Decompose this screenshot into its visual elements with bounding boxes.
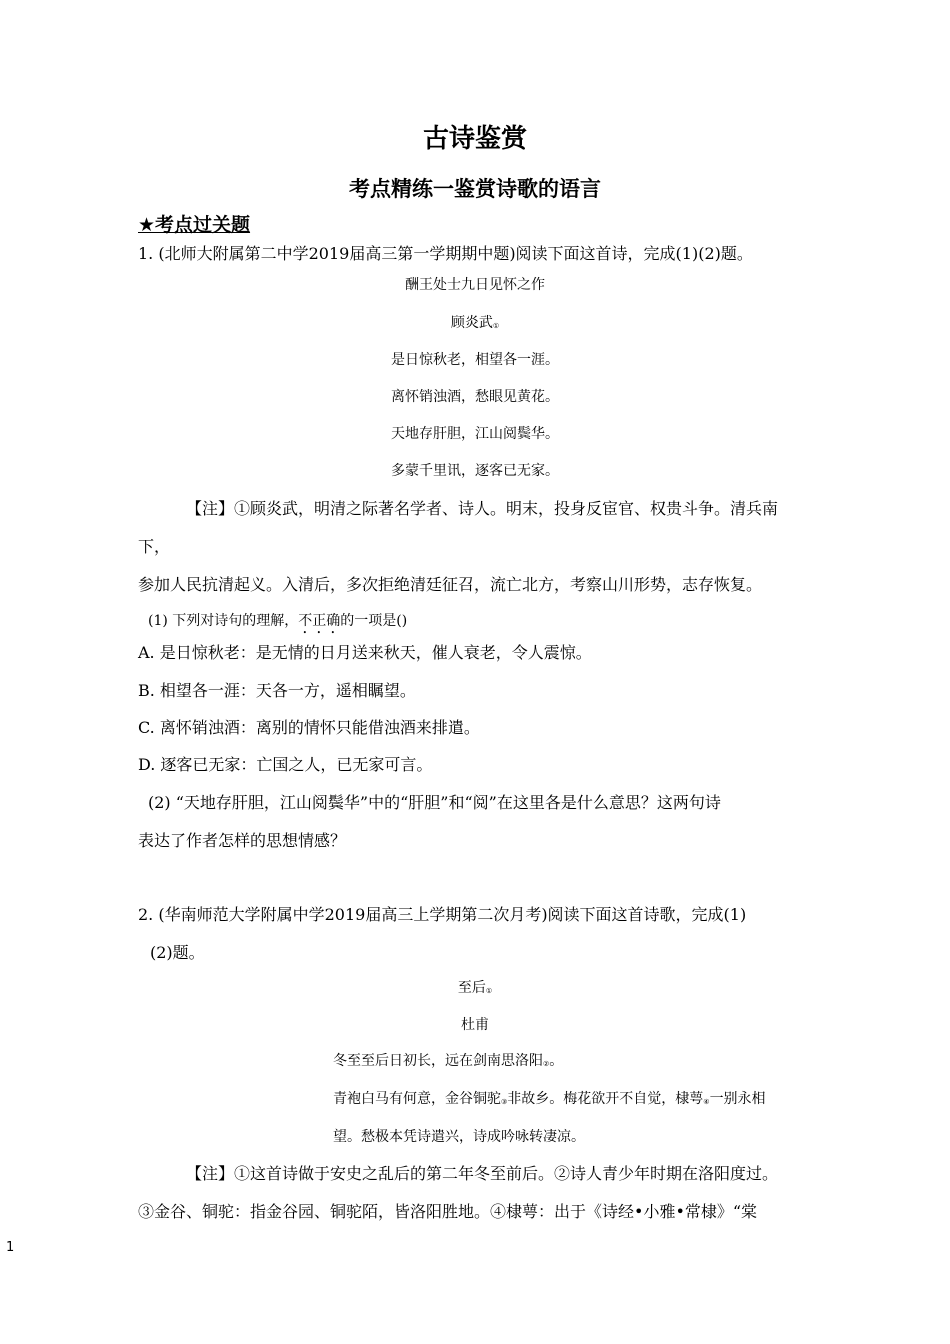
q2-intro-line-2: (2)题。 [150,943,205,962]
page-title: 古诗鉴赏 [422,124,527,154]
q1-intro: 1. (北师大附属第二中学2019届高三第一学期期中题)阅读下面这首诗，完成(1)(2)题。 [138,244,753,263]
q1-poem-line-2: 离怀销浊酒，愁眼见黄花。 [391,389,559,405]
q1-poem-line-1: 是日惊秋老，相望各一涯。 [391,352,559,368]
q1-poem-author: 顾炎武$_①$ [450,315,500,331]
q2-poem-author: 杜甫 [461,1017,489,1033]
q1-note-line-1: 【注】①顾炎武，明清之际著名学者、诗人。明末，投身反宦官、权贵斗争。清兵南 [186,499,779,518]
q2-poem-line-3: 望。愁极本凭诗遣兴，诗成吟咏转凄凉。 [333,1129,585,1145]
q1-poem-title: 酬王处士九日见怀之作 [405,277,545,293]
q1-option-a: A. 是日惊秋老：是无情的日月送来秋天，催人衰老，令人震惊。 [138,643,592,662]
section-heading: ★考点过关题 [138,214,251,236]
q1-sub1-prompt: (1) 下列对诗句的理解，不正确的一项是() [148,613,408,629]
page-subtitle: 考点精练一鉴赏诗歌的语言 [349,177,601,201]
q1-option-b: B. 相望各一涯：天各一方，遥相瞩望。 [138,681,416,700]
q2-poem-line-1: 冬至至后日初长，远在剑南思洛阳$_②$。 [333,1053,564,1069]
q1-option-d: D. 逐客已无家：亡国之人，已无家可言。 [138,755,433,774]
q1-note-line-3: 参加人民抗清起义。入清后，多次拒绝清廷征召，流亡北方，考察山川形势，志存恢复。 [138,575,763,594]
q1-poem-line-3: 天地存肝胆，江山阅鬓华。 [391,426,559,442]
q1-option-c: C. 离怀销浊酒：离别的情怀只能借浊酒来排遣。 [138,718,480,737]
q1-sub2-line-1: (2) “天地存肝胆，江山阅鬓华”中的“肝胆”和“阅”在这里各是什么意思？这两句诗 [148,793,721,812]
q1-sub2-line-2: 表达了作者怎样的思想情感？ [138,831,347,850]
q2-poem-title: 至后$_①$ [457,980,493,996]
q2-note-line-2: ③金谷、铜驼：指金谷园、铜驼陌，皆洛阳胜地。④棣萼：出于《诗经•小雅•常棣》“棠 [138,1202,758,1221]
q2-intro-line-1: 2. (华南师范大学附属中学2019届高三上学期第二次月考)阅读下面这首诗歌，完成(1) [138,905,747,924]
q2-note-line-1: 【注】①这首诗做于安史之乱后的第二年冬至前后。②诗人青少年时期在洛阳度过。 [186,1164,779,1183]
q1-poem-line-4: 多蒙千里讯，逐客已无家。 [391,463,559,479]
q2-poem-line-2: 青袍白马有何意，金谷铜驼$_③$非故乡。梅花欲开不自觉，棣萼$_④$一别永相 [333,1091,766,1107]
q1-note-line-2: 下， [138,537,171,556]
page-number: 1 [6,1240,15,1255]
